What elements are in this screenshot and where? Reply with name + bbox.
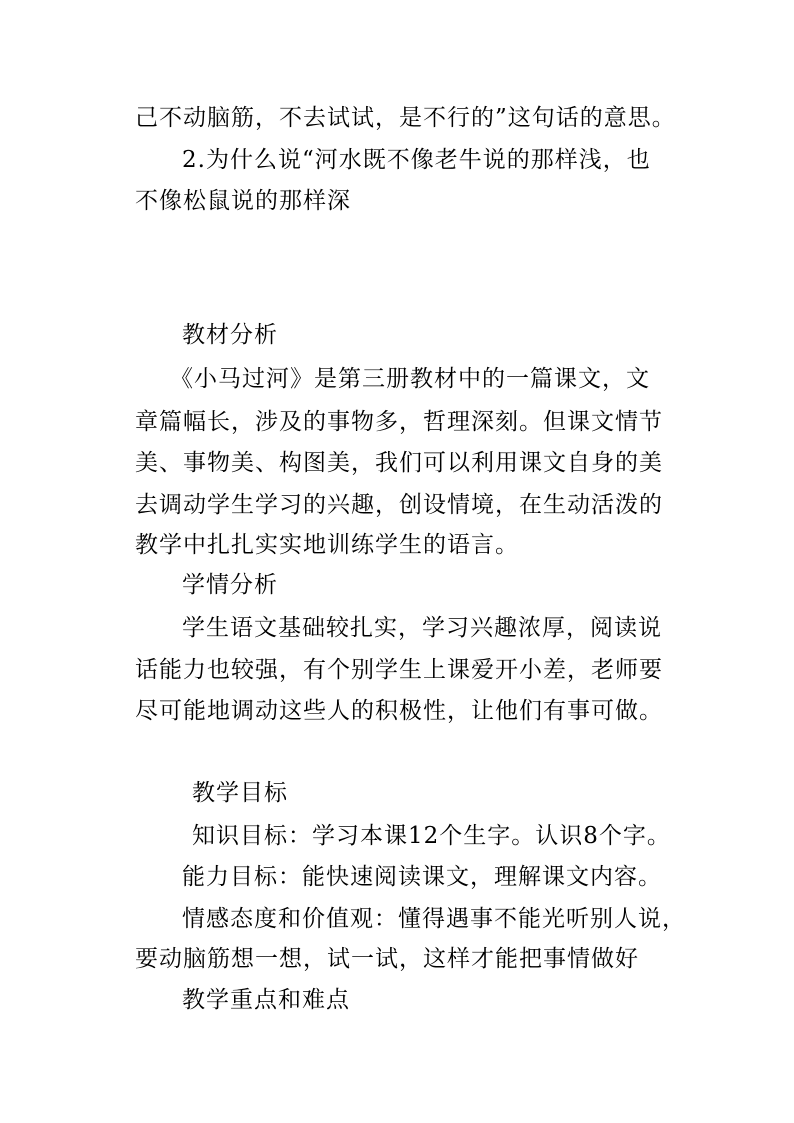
text-line: 学生语文基础较扎实，学习兴趣浓厚，阅读说 — [182, 615, 662, 641]
text-line: 能力目标：能快速阅读课文，理解课文内容。 — [182, 864, 662, 890]
section-heading: 教学目标 — [192, 780, 288, 806]
text-line: 尽可能地调动这些人的积极性，让他们有事可做。 — [135, 698, 663, 724]
text-line: 要动脑筋想一想，试一试，这样才能把事情做好 — [135, 946, 639, 972]
text-line: 知识目标：学习本课12个生字。认识8个字。 — [192, 823, 671, 849]
section-heading: 教材分析 — [182, 322, 278, 348]
text-line: 情感态度和价值观：懂得遇事不能光听别人说， — [182, 906, 686, 932]
section-heading: 学情分析 — [182, 572, 278, 598]
text-line: 不像松鼠说的那样深 — [135, 188, 351, 214]
text-line: 2.为什么说“河水既不像老牛说的那样浅，也 — [182, 147, 651, 173]
text-line: 己不动脑筋，不去试试，是不行的”这句话的意思。 — [135, 105, 676, 131]
text-line: 美、事物美、构图美，我们可以利用课文自身的美 — [135, 450, 663, 476]
section-heading: 教学重点和难点 — [182, 987, 350, 1013]
text-line: 《小马过河》是第三册教材中的一篇课文，文 — [170, 366, 650, 392]
text-line: 教学中扎扎实实地训练学生的语言。 — [135, 532, 519, 558]
text-line: 话能力也较强，有个别学生上课爱开小差，老师要 — [135, 657, 663, 683]
text-line: 章篇幅长，涉及的事物多，哲理深刻。但课文情节 — [135, 409, 663, 435]
text-line: 去调动学生学习的兴趣，创设情境，在生动活泼的 — [135, 492, 663, 518]
